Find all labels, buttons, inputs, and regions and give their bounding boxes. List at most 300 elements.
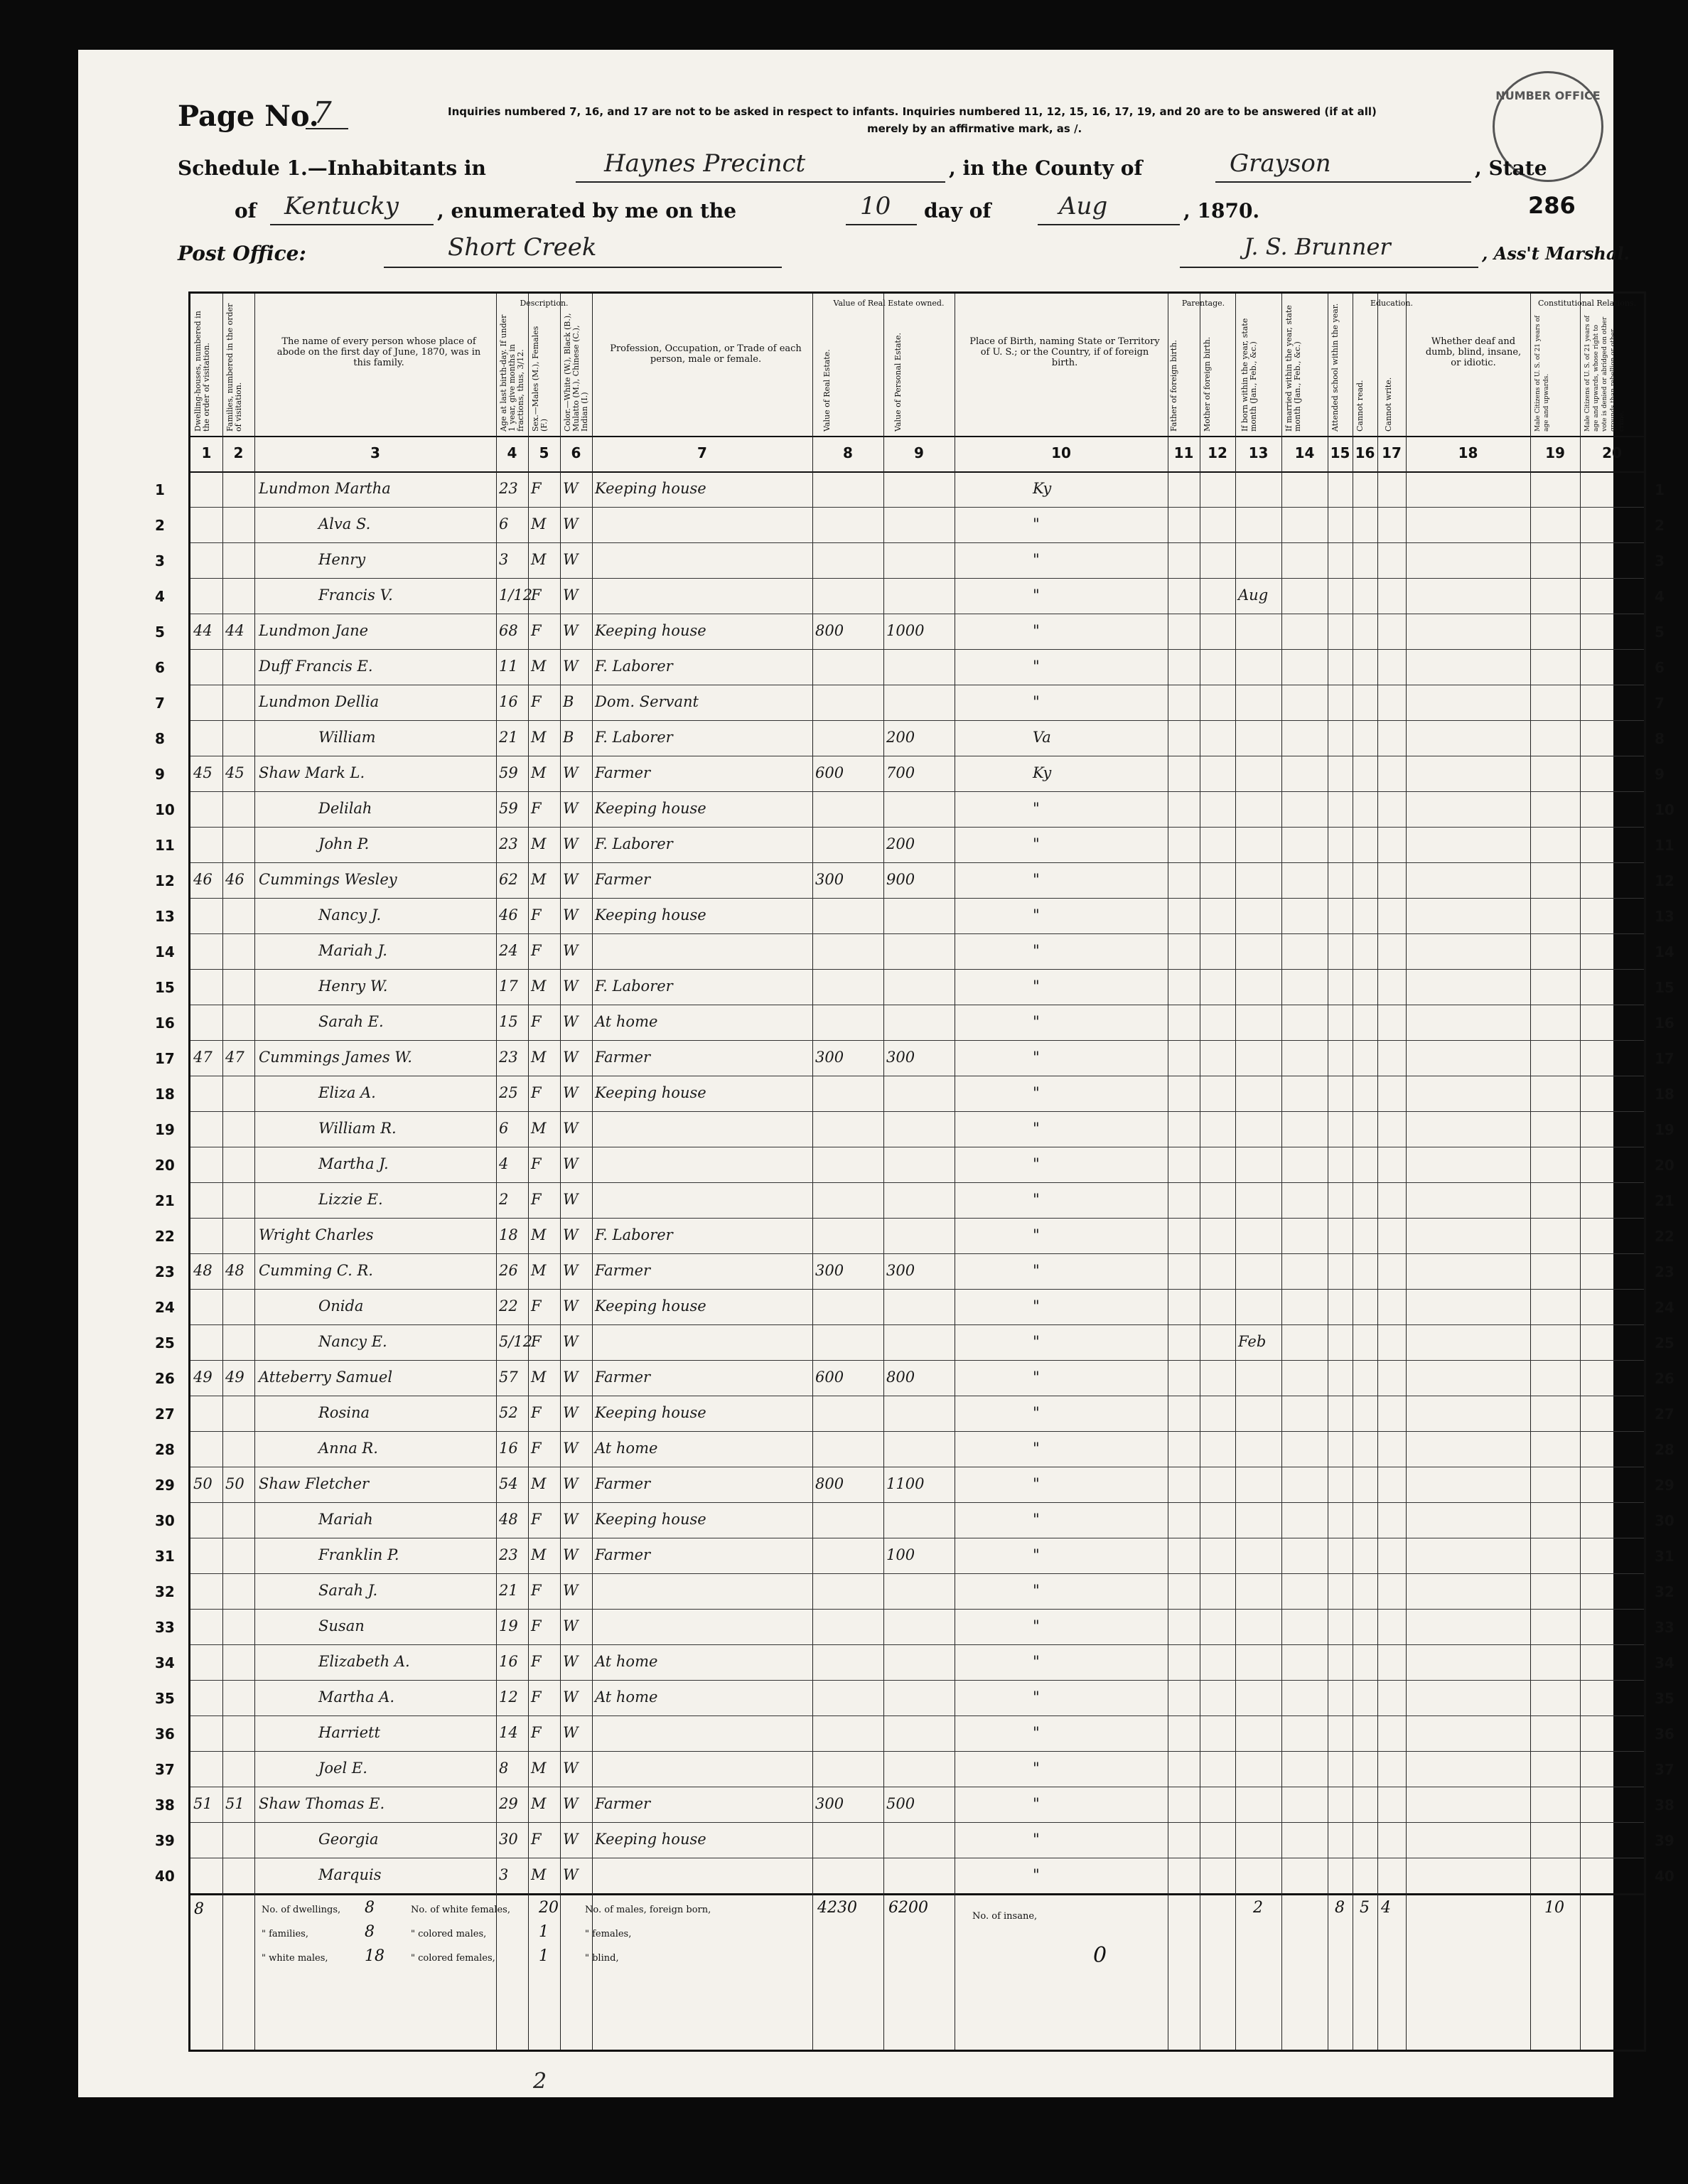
line-number-right: 27 xyxy=(1655,1406,1674,1423)
family-number: 44 xyxy=(225,622,244,639)
c19-total: 10 xyxy=(1544,1899,1564,1917)
sex: M xyxy=(531,835,547,852)
line-number-left: 1 xyxy=(155,481,165,498)
dwelling-number: 48 xyxy=(193,1262,213,1279)
line-number-right: 33 xyxy=(1655,1619,1674,1636)
person-name: Atteberry Samuel xyxy=(259,1369,393,1386)
person-name: Delilah xyxy=(318,800,372,817)
row-rule xyxy=(190,1218,1644,1219)
line-number-right: 18 xyxy=(1655,1086,1674,1103)
line-number-left: 9 xyxy=(155,766,165,783)
dwelling-number: 49 xyxy=(193,1369,213,1386)
age: 11 xyxy=(499,658,518,675)
blind-label: " blind, xyxy=(585,1953,619,1964)
occupation: Farmer xyxy=(595,1262,651,1279)
row-rule xyxy=(190,1040,1644,1041)
birthplace: " xyxy=(1033,906,1040,924)
row-rule xyxy=(190,827,1644,828)
birthplace: " xyxy=(1033,1866,1040,1883)
age: 16 xyxy=(499,693,518,710)
color: W xyxy=(563,1688,579,1706)
color: W xyxy=(563,1760,579,1777)
line-number-left: 33 xyxy=(155,1619,175,1636)
sex: F xyxy=(531,1511,542,1528)
real-estate-value: 800 xyxy=(815,622,844,639)
person-name: Harriett xyxy=(318,1724,380,1741)
sex: M xyxy=(531,871,547,888)
line-number-left: 14 xyxy=(155,943,175,960)
birthplace: " xyxy=(1033,1617,1040,1634)
column-number: 8 xyxy=(843,444,853,461)
birthplace: " xyxy=(1033,1084,1040,1101)
county-label: , in the County of xyxy=(949,156,1143,180)
personal-estate-value: 900 xyxy=(886,871,915,888)
stamp-text: NUMBER OFFICE xyxy=(1495,89,1601,102)
line-number-right: 6 xyxy=(1655,659,1665,676)
person-name: Mariah J. xyxy=(318,942,387,959)
line-number-left: 29 xyxy=(155,1477,175,1494)
colored-females-value: 1 xyxy=(539,1947,549,1965)
colored-males-value: 1 xyxy=(539,1923,549,1941)
occupation: Keeping house xyxy=(595,622,706,639)
age: 17 xyxy=(499,978,518,995)
person-name: Georgia xyxy=(318,1831,379,1848)
sex: F xyxy=(531,1653,542,1670)
birthplace: " xyxy=(1033,1688,1040,1706)
person-name: John P. xyxy=(318,835,370,852)
age: 2 xyxy=(499,1191,509,1208)
person-name: Martha J. xyxy=(318,1155,389,1172)
occupation: Dom. Servant xyxy=(595,693,699,710)
color: W xyxy=(563,1049,579,1066)
person-name: Francis V. xyxy=(318,587,393,604)
row-rule xyxy=(190,1680,1644,1681)
families-label: " families, xyxy=(262,1929,308,1939)
person-name: Susan xyxy=(318,1617,365,1634)
page-number: 7 xyxy=(313,95,332,130)
person-name: Rosina xyxy=(318,1404,370,1421)
personal-estate-value: 700 xyxy=(886,764,915,781)
birthplace: " xyxy=(1033,1369,1040,1386)
census-sheet xyxy=(78,50,1674,2097)
birthplace: " xyxy=(1033,800,1040,817)
col5-header: Sex.—Males (M.), Females (F.) xyxy=(531,326,549,432)
sex: M xyxy=(531,1795,547,1812)
real-estate-value: 300 xyxy=(815,1262,844,1279)
column-number: 20 xyxy=(1602,444,1622,461)
person-name: Alva S. xyxy=(318,515,371,532)
sex: F xyxy=(531,1013,542,1030)
line-number-right: 19 xyxy=(1655,1121,1674,1138)
personal-estate-value: 1100 xyxy=(886,1475,925,1492)
occupation: Farmer xyxy=(595,1546,651,1563)
column-number: 1 xyxy=(201,444,212,461)
row-rule xyxy=(190,1822,1644,1823)
line-number-left: 39 xyxy=(155,1832,175,1849)
column-number: 15 xyxy=(1330,444,1350,461)
row-rule xyxy=(190,542,1644,543)
sex: M xyxy=(531,1369,547,1386)
day-value: 10 xyxy=(860,192,891,220)
line-number-left: 13 xyxy=(155,908,175,925)
value-group-header: Value of Real Estate owned. xyxy=(833,299,945,308)
occupation: Keeping house xyxy=(595,1084,706,1101)
color: W xyxy=(563,1831,579,1848)
birthplace: " xyxy=(1033,1582,1040,1599)
real-estate-value: 300 xyxy=(815,1795,844,1812)
age: 21 xyxy=(499,729,518,746)
person-name: Shaw Mark L. xyxy=(259,764,365,781)
col14-header: If married within the year, state month (Jan., Feb., &c.) xyxy=(1284,305,1302,432)
column-number: 17 xyxy=(1382,444,1402,461)
line-number-right: 4 xyxy=(1655,588,1665,605)
line-number-right: 23 xyxy=(1655,1263,1674,1280)
marshal-line xyxy=(1180,267,1478,268)
sex: M xyxy=(531,658,547,675)
line-number-left: 12 xyxy=(155,872,175,889)
birthplace: " xyxy=(1033,835,1040,852)
person-name: Sarah J. xyxy=(318,1582,378,1599)
line-number-right: 15 xyxy=(1655,979,1674,996)
county-line xyxy=(1215,181,1471,183)
day-line xyxy=(846,224,917,225)
birthplace: " xyxy=(1033,693,1040,710)
row-rule xyxy=(190,1360,1644,1361)
post-office-label: Post Office: xyxy=(178,242,306,265)
family-number: 48 xyxy=(225,1262,244,1279)
sex: M xyxy=(531,1475,547,1492)
col8-header: Value of Real Estate. xyxy=(822,349,832,432)
real-estate-total: 4230 xyxy=(817,1899,857,1917)
col16-header: Cannot read. xyxy=(1355,380,1365,432)
col7-header: Profession, Occupation, or Trade of each person, male or female. xyxy=(610,343,802,365)
age: 5/12 xyxy=(499,1333,533,1350)
families-value: 8 xyxy=(365,1923,375,1941)
person-name: Cummings Wesley xyxy=(259,871,397,888)
marshal-name: J. S. Brunner xyxy=(1244,233,1391,260)
occupation: F. Laborer xyxy=(595,978,673,995)
education-group-header: Education. xyxy=(1370,299,1414,308)
dwellings-label: No. of dwellings, xyxy=(262,1905,341,1915)
line-number-right: 30 xyxy=(1655,1512,1674,1529)
age: 57 xyxy=(499,1369,518,1386)
sex: F xyxy=(531,1617,542,1634)
color: W xyxy=(563,1617,579,1634)
column-number: 6 xyxy=(571,444,581,461)
line-number-left: 15 xyxy=(155,979,175,996)
col12-header: Mother of foreign birth. xyxy=(1203,336,1212,432)
row-rule xyxy=(190,1253,1644,1254)
sex: F xyxy=(531,1440,542,1457)
color: W xyxy=(563,1653,579,1670)
county-value: Grayson xyxy=(1230,149,1331,178)
column-number: 13 xyxy=(1248,444,1269,461)
age: 52 xyxy=(499,1404,518,1421)
column-number: 9 xyxy=(914,444,924,461)
col20-header: Male Citizens of U. S. of 21 years of age and upwards, whose right to vote is denied or abridged on other grounds than rebellion or other crime. xyxy=(1584,315,1625,432)
color: W xyxy=(563,1546,579,1563)
occupation: F. Laborer xyxy=(595,1226,673,1243)
color: W xyxy=(563,835,579,852)
age: 24 xyxy=(499,942,518,959)
row-rule xyxy=(190,1111,1644,1112)
sex: M xyxy=(531,1049,547,1066)
age: 6 xyxy=(499,1120,509,1137)
occupation: Keeping house xyxy=(595,800,706,817)
age: 12 xyxy=(499,1688,518,1706)
month-value: Aug xyxy=(1059,192,1108,220)
row-rule xyxy=(190,507,1644,508)
column-number: 11 xyxy=(1173,444,1194,461)
state-label: , State xyxy=(1475,156,1547,180)
line-number-left: 38 xyxy=(155,1797,175,1814)
line-number-right: 28 xyxy=(1655,1441,1674,1458)
stamp-number: 286 xyxy=(1528,192,1576,219)
row-rule xyxy=(190,791,1644,792)
real-estate-value: 300 xyxy=(815,871,844,888)
col1-header: Dwelling-houses, numbered in the order of visitation. xyxy=(193,311,211,432)
sex: F xyxy=(531,906,542,924)
sex: F xyxy=(531,1297,542,1315)
birthplace: " xyxy=(1033,622,1040,639)
age: 59 xyxy=(499,764,518,781)
person-name: Nancy J. xyxy=(318,906,382,924)
line-number-right: 5 xyxy=(1655,623,1665,641)
line-number-left: 11 xyxy=(155,837,175,854)
column-number: 7 xyxy=(697,444,707,461)
birthplace: Ky xyxy=(1033,764,1052,781)
line-number-right: 26 xyxy=(1655,1370,1674,1387)
person-name: Lundmon Dellia xyxy=(259,693,380,710)
census-table xyxy=(155,291,1674,2052)
sex: M xyxy=(531,515,547,532)
birthplace: " xyxy=(1033,1013,1040,1030)
color: W xyxy=(563,906,579,924)
row-rule xyxy=(190,1609,1644,1610)
color: W xyxy=(563,622,579,639)
colored-females-label: " colored females, xyxy=(411,1953,495,1964)
family-number: 45 xyxy=(225,764,244,781)
person-name: Shaw Thomas E. xyxy=(259,1795,385,1812)
occupation: Keeping house xyxy=(595,906,706,924)
colored-males-label: " colored males, xyxy=(411,1929,487,1939)
header-divider xyxy=(190,436,1644,437)
occupation: Farmer xyxy=(595,1049,651,1066)
line-number-left: 32 xyxy=(155,1583,175,1600)
color: W xyxy=(563,1440,579,1457)
line-number-left: 21 xyxy=(155,1192,175,1209)
color: W xyxy=(563,1333,579,1350)
line-number-right: 34 xyxy=(1655,1654,1674,1671)
row-rule xyxy=(190,578,1644,579)
sex: M xyxy=(531,978,547,995)
year-label: , 1870. xyxy=(1183,199,1260,223)
color: W xyxy=(563,658,579,675)
line-number-left: 5 xyxy=(155,623,165,641)
color: W xyxy=(563,1226,579,1243)
line-number-right: 25 xyxy=(1655,1334,1674,1351)
line-number-left: 6 xyxy=(155,659,165,676)
sex: M xyxy=(531,1546,547,1563)
line-number-left: 25 xyxy=(155,1334,175,1351)
age: 30 xyxy=(499,1831,518,1848)
sex: M xyxy=(531,551,547,568)
family-number: 46 xyxy=(225,871,244,888)
insane-label: No. of insane, xyxy=(972,1911,1038,1922)
state-line xyxy=(270,224,434,225)
birthplace: " xyxy=(1033,1795,1040,1812)
column-number: 3 xyxy=(370,444,380,461)
occupation: Farmer xyxy=(595,764,651,781)
line-number-right: 8 xyxy=(1655,730,1665,747)
birthplace: " xyxy=(1033,587,1040,604)
col15-header: Attended school within the year. xyxy=(1330,303,1340,432)
row-rule xyxy=(190,933,1644,934)
color: B xyxy=(563,729,574,746)
color: W xyxy=(563,1297,579,1315)
personal-estate-value: 200 xyxy=(886,729,915,746)
line-number-left: 19 xyxy=(155,1121,175,1138)
line-number-left: 30 xyxy=(155,1512,175,1529)
column-number: 10 xyxy=(1051,444,1071,461)
post-office-line xyxy=(384,267,782,268)
color: W xyxy=(563,1866,579,1883)
line-number-left: 10 xyxy=(155,801,175,818)
sex: F xyxy=(531,480,542,497)
row-rule xyxy=(190,1715,1644,1716)
col18-header: Whether deaf and dumb, blind, insane, or idiotic. xyxy=(1425,336,1522,368)
color: W xyxy=(563,587,579,604)
family-number: 49 xyxy=(225,1369,244,1386)
dwelling-number: 44 xyxy=(193,622,213,639)
occupation: At home xyxy=(595,1440,658,1457)
person-name: Eliza A. xyxy=(318,1084,376,1101)
parentage-group-header: Parentage. xyxy=(1181,299,1225,308)
age: 16 xyxy=(499,1653,518,1670)
page-number-line xyxy=(306,128,348,129)
age: 29 xyxy=(499,1795,518,1812)
sex: M xyxy=(531,1866,547,1883)
family-number: 50 xyxy=(225,1475,244,1492)
age: 54 xyxy=(499,1475,518,1492)
birthplace: " xyxy=(1033,1511,1040,1528)
line-number-left: 27 xyxy=(155,1406,175,1423)
day-label: day of xyxy=(924,199,991,223)
schedule-label: Schedule 1.—Inhabitants in xyxy=(178,156,486,180)
row-rule xyxy=(190,862,1644,863)
column-number: 14 xyxy=(1294,444,1315,461)
family-number: 51 xyxy=(225,1795,244,1812)
person-name: Duff Francis E. xyxy=(259,658,373,675)
c17-total: 4 xyxy=(1381,1899,1391,1917)
person-name: Anna R. xyxy=(318,1440,378,1457)
insane-mark: 0 xyxy=(1093,1943,1107,1968)
birthplace: " xyxy=(1033,978,1040,995)
birthplace: " xyxy=(1033,1546,1040,1563)
col2-header: Families, numbered in the order of visitation. xyxy=(225,303,243,432)
birthplace: " xyxy=(1033,1262,1040,1279)
row-rule xyxy=(190,969,1644,970)
month-line xyxy=(1038,224,1180,225)
dwelling-number: 47 xyxy=(193,1049,213,1066)
line-number-right: 20 xyxy=(1655,1157,1674,1174)
birthplace: " xyxy=(1033,871,1040,888)
line-number-left: 17 xyxy=(155,1050,175,1067)
person-name: Henry xyxy=(318,551,366,568)
birthplace: " xyxy=(1033,1226,1040,1243)
dwelling-number: 46 xyxy=(193,871,213,888)
color: W xyxy=(563,764,579,781)
color: W xyxy=(563,978,579,995)
sex: F xyxy=(531,1333,542,1350)
birthplace: " xyxy=(1033,1191,1040,1208)
c16-total: 5 xyxy=(1360,1899,1370,1917)
person-name: Lizzie E. xyxy=(318,1191,383,1208)
column-number: 18 xyxy=(1458,444,1478,461)
sex: F xyxy=(531,1582,542,1599)
foreign-males-label: No. of males, foreign born, xyxy=(585,1905,711,1915)
white-females-label: No. of white females, xyxy=(411,1905,510,1915)
personal-estate-value: 800 xyxy=(886,1369,915,1386)
color: W xyxy=(563,942,579,959)
person-name: Mariah xyxy=(318,1511,373,1528)
line-number-right: 31 xyxy=(1655,1548,1674,1565)
age: 23 xyxy=(499,480,518,497)
instructions-line-1: Inquiries numbered 7, 16, and 17 are not to be asked in respect to infants. Inquiries numbered 11, 12, 15, 16, 17, 19, and 20 are to be answered (if at all) xyxy=(448,105,1377,118)
birthplace: " xyxy=(1033,1049,1040,1066)
line-number-left: 26 xyxy=(155,1370,175,1387)
color: W xyxy=(563,1404,579,1421)
person-name: Onida xyxy=(318,1297,364,1315)
birthplace: " xyxy=(1033,1155,1040,1172)
color: W xyxy=(563,515,579,532)
color: W xyxy=(563,1084,579,1101)
age: 48 xyxy=(499,1511,518,1528)
birthplace: " xyxy=(1033,1653,1040,1670)
line-number-right: 1 xyxy=(1655,481,1665,498)
age: 62 xyxy=(499,871,518,888)
line-number-left: 3 xyxy=(155,552,165,569)
birthplace: " xyxy=(1033,1333,1040,1350)
person-name: Martha A. xyxy=(318,1688,395,1706)
age: 14 xyxy=(499,1724,518,1741)
line-number-left: 18 xyxy=(155,1086,175,1103)
sex: F xyxy=(531,1155,542,1172)
description-group-header: Description. xyxy=(520,299,569,308)
line-number-right: 17 xyxy=(1655,1050,1674,1067)
age: 4 xyxy=(499,1155,509,1172)
color: W xyxy=(563,1120,579,1137)
birthplace: " xyxy=(1033,1120,1040,1137)
line-number-left: 40 xyxy=(155,1868,175,1885)
dwellings-value: 8 xyxy=(365,1899,375,1917)
personal-estate-value: 300 xyxy=(886,1262,915,1279)
real-estate-value: 800 xyxy=(815,1475,844,1492)
line-number-right: 37 xyxy=(1655,1761,1674,1778)
person-name: Lundmon Jane xyxy=(259,622,369,639)
occupation: Farmer xyxy=(595,1475,651,1492)
sex: F xyxy=(531,1404,542,1421)
col10-header: Place of Birth, naming State or Territory of U. S.; or the Country, if of foreign birth. xyxy=(969,336,1160,368)
line-number-right: 7 xyxy=(1655,695,1665,712)
family-number: 47 xyxy=(225,1049,244,1066)
age: 3 xyxy=(499,551,509,568)
line-number-right: 22 xyxy=(1655,1228,1674,1245)
column-number: 19 xyxy=(1545,444,1565,461)
birthplace: " xyxy=(1033,1760,1040,1777)
personal-estate-total: 6200 xyxy=(888,1899,928,1917)
row-rule xyxy=(190,898,1644,899)
